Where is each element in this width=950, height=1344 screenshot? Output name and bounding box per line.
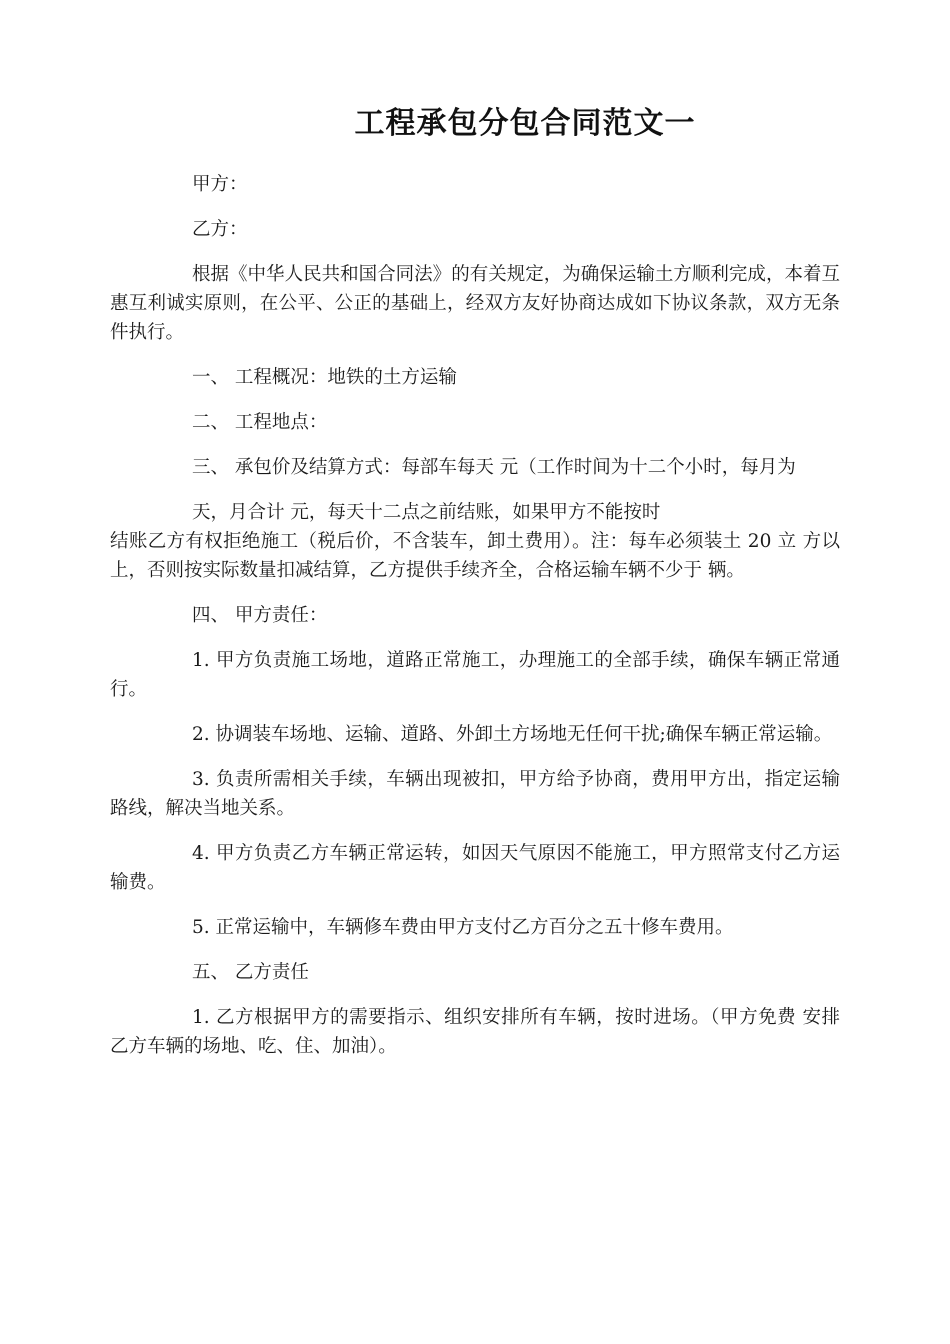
document-title: 工程承包分包合同范文一 <box>354 106 696 141</box>
party-a-duty-1: 1. 甲方负责施工场地，道路正常施工，办理施工的全部手续，确保车辆正常通行。 <box>110 650 840 700</box>
clause-3-continuation-first-line: 天，月合计 元，每天十二点之前结账，如果甲方不能按时 <box>192 502 661 523</box>
clause-1: 一、 工程概况：地铁的土方运输 <box>192 367 457 388</box>
party-a-duty-3: 3. 负责所需相关手续，车辆出现被扣，甲方给予协商，费用甲方出，指定运输路线，解决当地关系。 <box>110 769 840 819</box>
clause-2: 二、 工程地点： <box>192 412 328 433</box>
preamble-paragraph: 根据《中华人民共和国合同法》的有关规定，为确保运输土方顺利完成，本着互惠互利诚实原则，在公平、公正的基础上，经双方友好协商达成如下协议条款，双方无条件执行。 <box>110 264 840 343</box>
party-a-duty-2: 2. 协调装车场地、运输、道路、外卸土方场地无任何干扰;确保车辆正常运输。 <box>192 724 833 745</box>
document-body <box>110 170 840 1077</box>
party-a-duty-5: 5. 正常运输中，车辆修车费由甲方支付乙方百分之五十修车费用。 <box>192 917 734 938</box>
clause-5-heading: 五、 乙方责任 <box>192 962 309 983</box>
party-b-line: 乙方： <box>192 219 248 240</box>
party-a-duty-4: 4. 甲方负责乙方车辆正常运转，如因天气原因不能施工，甲方照常支付乙方运输费。 <box>110 843 840 893</box>
party-b-duty-1: 1. 乙方根据甲方的需要指示、组织安排所有车辆，按时进场。（甲方免费 安排乙方车辆的场地、吃、住、加油）。 <box>110 1007 840 1057</box>
clause-4-heading: 四、 甲方责任： <box>192 605 328 626</box>
party-a-line: 甲方： <box>192 174 248 195</box>
clause-3-continuation: 结账乙方有权拒绝施工（税后价，不含装车，卸土费用）。注：每车必须装土 20 立 方以上，否则按实际数量扣减结算，乙方提供手续齐全，合格运输车辆不少于 辆。 <box>110 531 840 581</box>
clause-3: 三、 承包价及结算方式：每部车每天 元（工作时间为十二个小时，每月为 <box>192 457 796 478</box>
